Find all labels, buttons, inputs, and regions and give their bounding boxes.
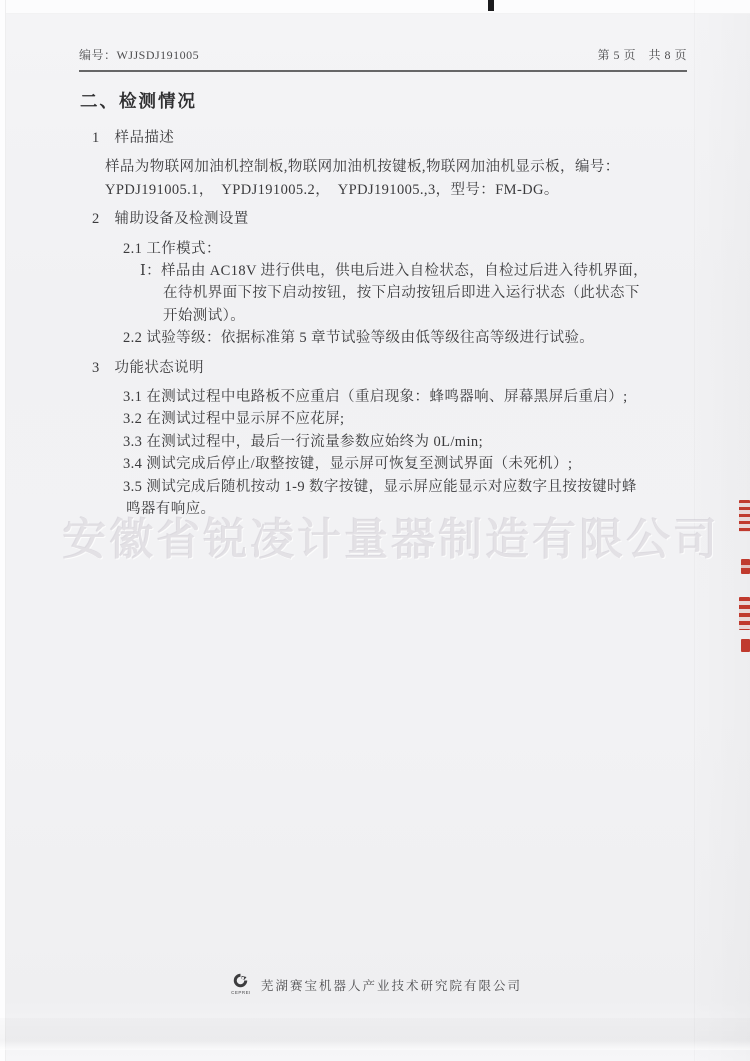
document-line: 3.5 测试完成后随机按动 1-9 数字按键，显示屏应能显示对应数字且按按键时蜂: [123, 478, 637, 495]
stamp-fragment-icon: [741, 559, 750, 574]
document-body: [80, 127, 692, 521]
document-line: 2 辅助设备及检测设置: [92, 211, 249, 228]
document-line: 3.4 测试完成后停止/取整按键，显示屏可恢复至测试界面（未死机）;: [123, 456, 573, 473]
document-line: 3 功能状态说明: [92, 359, 204, 376]
stamp-fragment-icon: [739, 597, 750, 630]
document-line: 3.3 在测试过程中，最后一行流量参数应始终为 0L/min;: [123, 433, 483, 450]
document-line: Ⅰ：样品由 AC18V 进行供电，供电后进入自检状态，自检过后进入待机界面，: [140, 263, 649, 280]
page-indicator: 第 5 页 共 8 页: [597, 48, 687, 62]
document-line: 3.2 在测试过程中显示屏不应花屏;: [123, 411, 345, 428]
scan-top-strip: [0, 0, 750, 14]
section-title: 二、检测情况: [80, 91, 197, 111]
page-footer: [0, 974, 750, 995]
scan-bottom-shade: [0, 1018, 750, 1050]
document-content: [80, 88, 692, 521]
doc-number: 编号：WJJSDJ191005: [79, 48, 200, 62]
document-line: 2.1 工作模式：: [123, 240, 221, 257]
header-divider: [79, 70, 687, 72]
document-line: 1 样品描述: [92, 130, 175, 146]
document-line: 2.2 试验等级：依据标准第 5 章节试验等级由低等级往高等级进行试验。: [123, 330, 595, 347]
scan-left-edge: [0, 0, 6, 1061]
footer-company-name: 芜湖赛宝机器人产业技术研究院有限公司: [260, 978, 522, 993]
stamp-fragment-icon: [741, 639, 750, 652]
page-header: [79, 46, 687, 72]
document-line: 鸣器有响应。: [126, 501, 216, 518]
document-line: YPDJ191005.1， YPDJ191005.2， YPDJ191005.,3，型号：FM-DG。: [105, 181, 559, 198]
document-line: 3.1 在测试过程中电路板不应重启（重启现象：蜂鸣器响、屏幕黑屏后重启）;: [123, 389, 628, 406]
logo-caption: CEPREI: [231, 990, 251, 995]
cepri-logo-icon: [228, 972, 254, 995]
stamp-fragment-icon: [739, 500, 750, 532]
document-line: 开始测试）。: [163, 307, 246, 324]
scan-edge-mark: [488, 0, 494, 11]
document-line: 在待机界面下按下启动按钮，按下启动按钮后即进入运行状态（此状态下: [163, 285, 640, 302]
document-line: 样品为物联网加油机控制板,物联网加油机按键板,物联网加油机显示板，编号：: [105, 159, 620, 176]
company-watermark: 安徽省锐凌计量器制造有限公司: [62, 515, 720, 564]
